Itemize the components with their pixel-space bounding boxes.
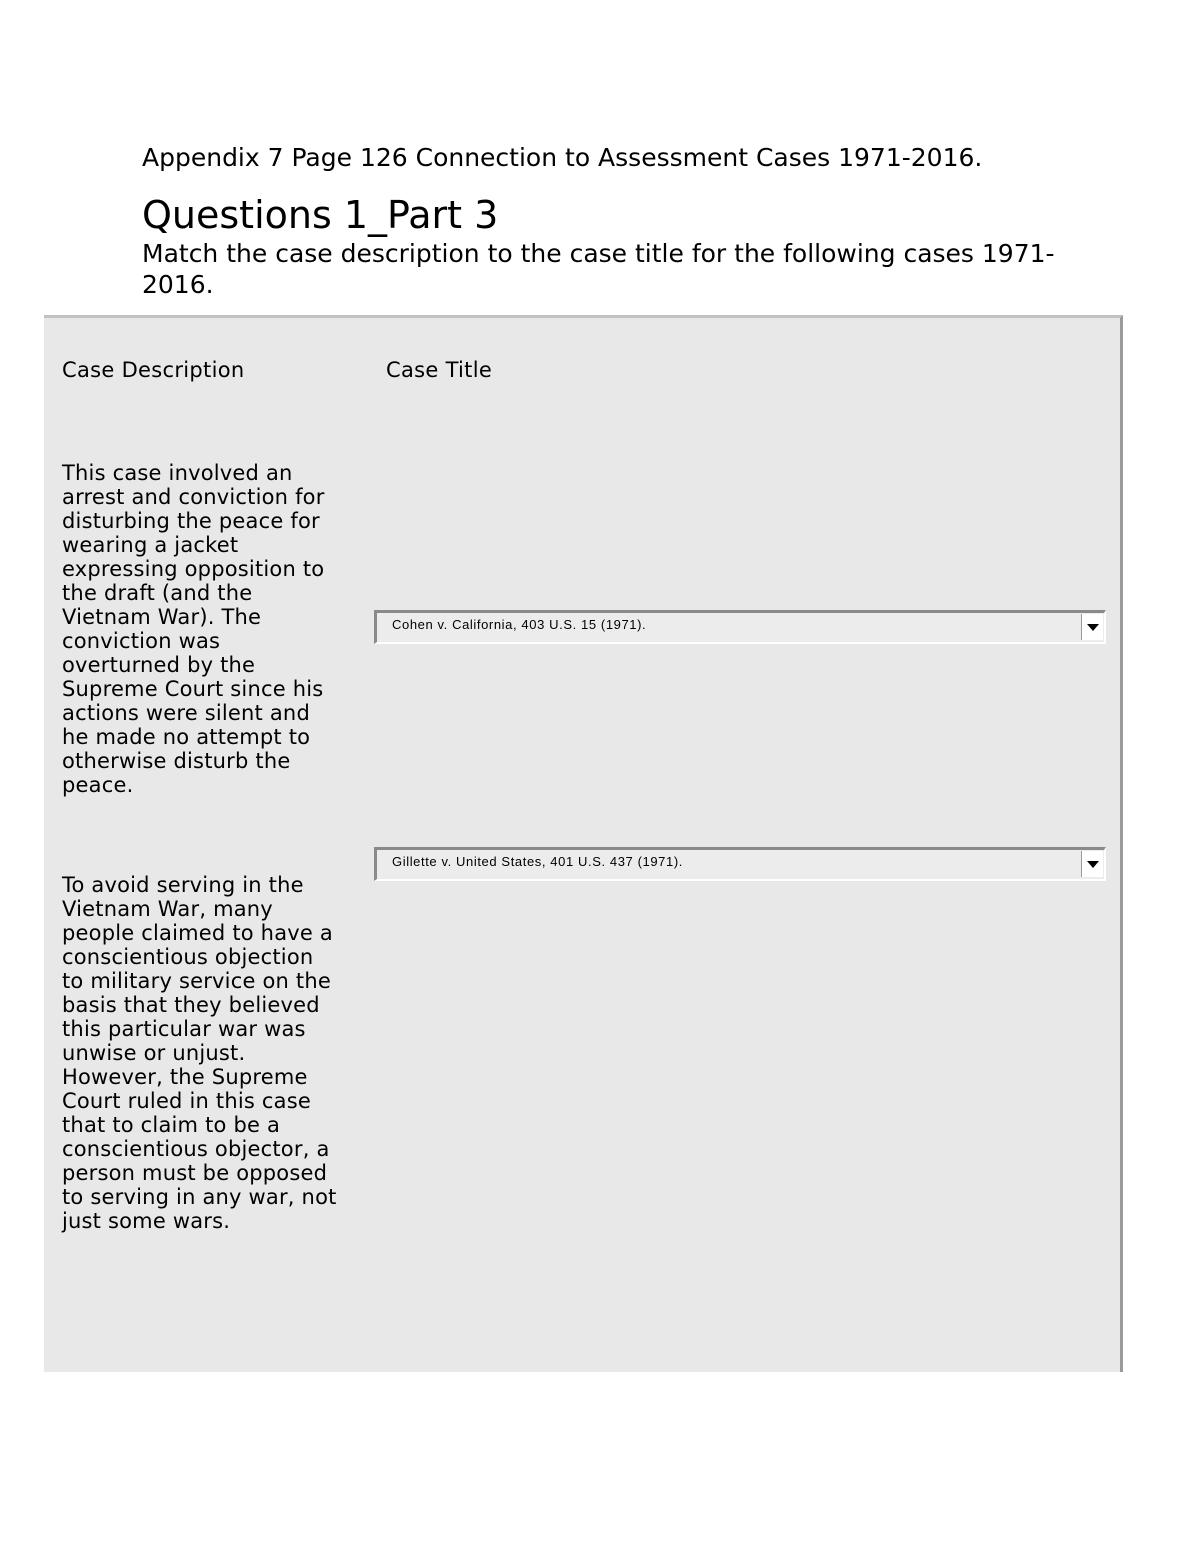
page-title: Questions 1_Part 3 bbox=[142, 193, 499, 237]
chevron-down-icon[interactable] bbox=[1081, 851, 1103, 877]
matching-panel bbox=[44, 315, 1123, 1372]
case-description-1: This case involved an arrest and conviction for disturbing the peace for wearing a jacket expressing opposition to the draft (and the Vietnam War). The conviction was overturned by the Supreme Court since his actions were silent and he made no attempt to otherwise disturb the peace. bbox=[62, 461, 325, 797]
instructions-text: Match the case description to the case title for the following cases 1971-2016. bbox=[142, 239, 1055, 299]
chevron-down-icon[interactable] bbox=[1081, 614, 1103, 640]
column-header-case-title: Case Title bbox=[386, 358, 493, 382]
column-header-case-description: Case Description bbox=[62, 358, 245, 382]
case-title-select-2[interactable] bbox=[374, 847, 1106, 881]
case-title-select-1[interactable] bbox=[374, 610, 1106, 644]
appendix-heading: Appendix 7 Page 126 Connection to Assessment Cases 1971-2016. bbox=[142, 143, 983, 172]
case-title-select-2-value: Gillette v. United States, 401 U.S. 437 (1971). bbox=[392, 854, 683, 869]
case-description-2: To avoid serving in the Vietnam War, many people claimed to have a conscientious objection to military service on the basis that they believed this particular war was unwise or unjust. However, the Supreme Court ruled in this case that to claim to be a conscientious objector, a person must be opposed to serving in any war, not just some wars. bbox=[62, 873, 337, 1233]
case-title-select-1-value: Cohen v. California, 403 U.S. 15 (1971). bbox=[392, 617, 647, 632]
